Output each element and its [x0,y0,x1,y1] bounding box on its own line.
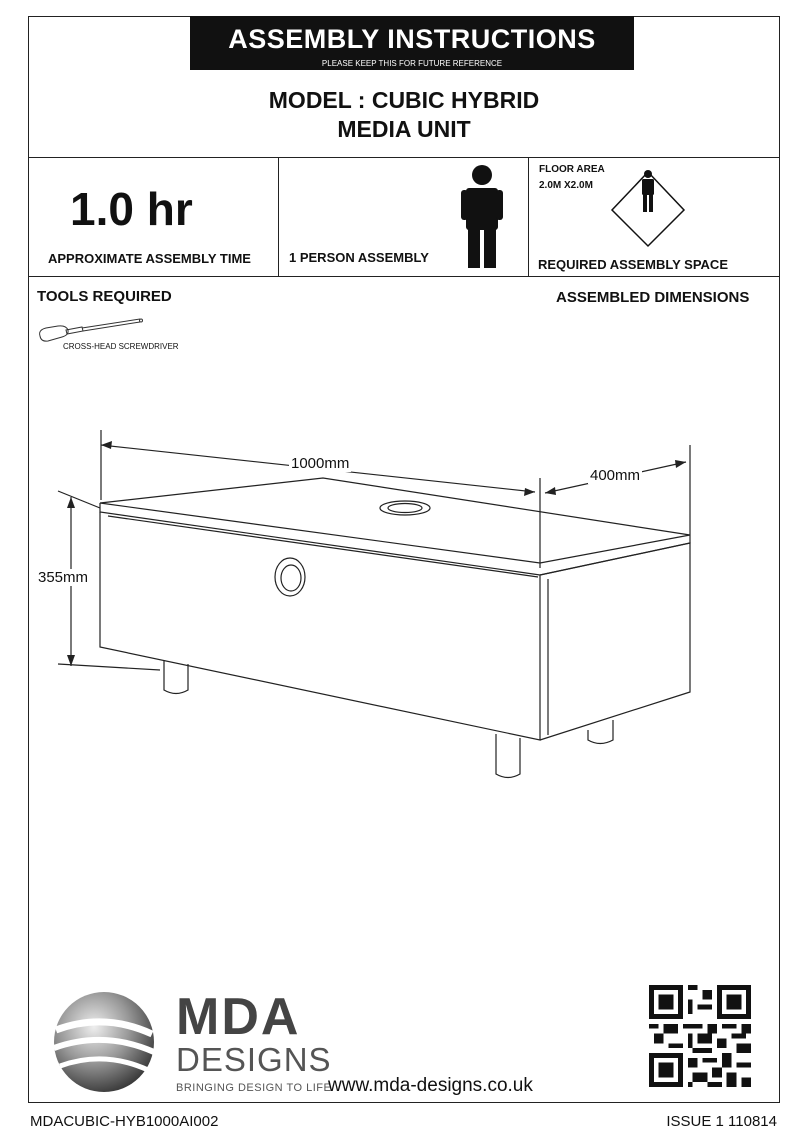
tool-item-label: CROSS-HEAD SCREWDRIVER [63,342,179,351]
brand-wordmark [176,988,332,1094]
document-title: ASSEMBLY INSTRUCTIONS [228,24,596,54]
depth-dimension: 400mm [590,467,641,484]
brand-tagline: BRINGING DESIGN TO LIFE [176,1082,332,1094]
model-line-2: MEDIA UNIT [337,116,471,142]
person-assembly-label: 1 PERSON ASSEMBLY [289,250,429,265]
issue-number: ISSUE 1 110814 [666,1113,777,1130]
width-dimension: 1000mm [291,455,350,472]
globe-logo-icon [48,990,160,1094]
required-space-label: REQUIRED ASSEMBLY SPACE [538,257,728,272]
brand-name: MDA [176,988,301,1046]
tools-heading: TOOLS REQUIRED [37,288,172,305]
dimensions-heading: ASSEMBLED DIMENSIONS [556,289,750,306]
document-subtitle: PLEASE KEEP THIS FOR FUTURE REFERENCE [321,59,503,68]
document-code: MDACUBIC-HYB1000AI002 [30,1113,219,1130]
brand-name-2: DESIGNS [176,1041,332,1078]
website-url[interactable]: www.mda-designs.co.uk [328,1075,533,1096]
model-line-1: MODEL : CUBIC HYBRID [268,87,540,113]
floor-area-value: 2.0M X2.0M [539,180,593,191]
assembly-time-label: APPROXIMATE ASSEMBLY TIME [48,251,251,266]
qr-code[interactable] [649,985,751,1087]
floor-area-label: FLOOR AREA [539,164,605,175]
height-dimension: 355mm [38,569,89,586]
assembly-time-value: 1.0 hr [70,183,193,235]
